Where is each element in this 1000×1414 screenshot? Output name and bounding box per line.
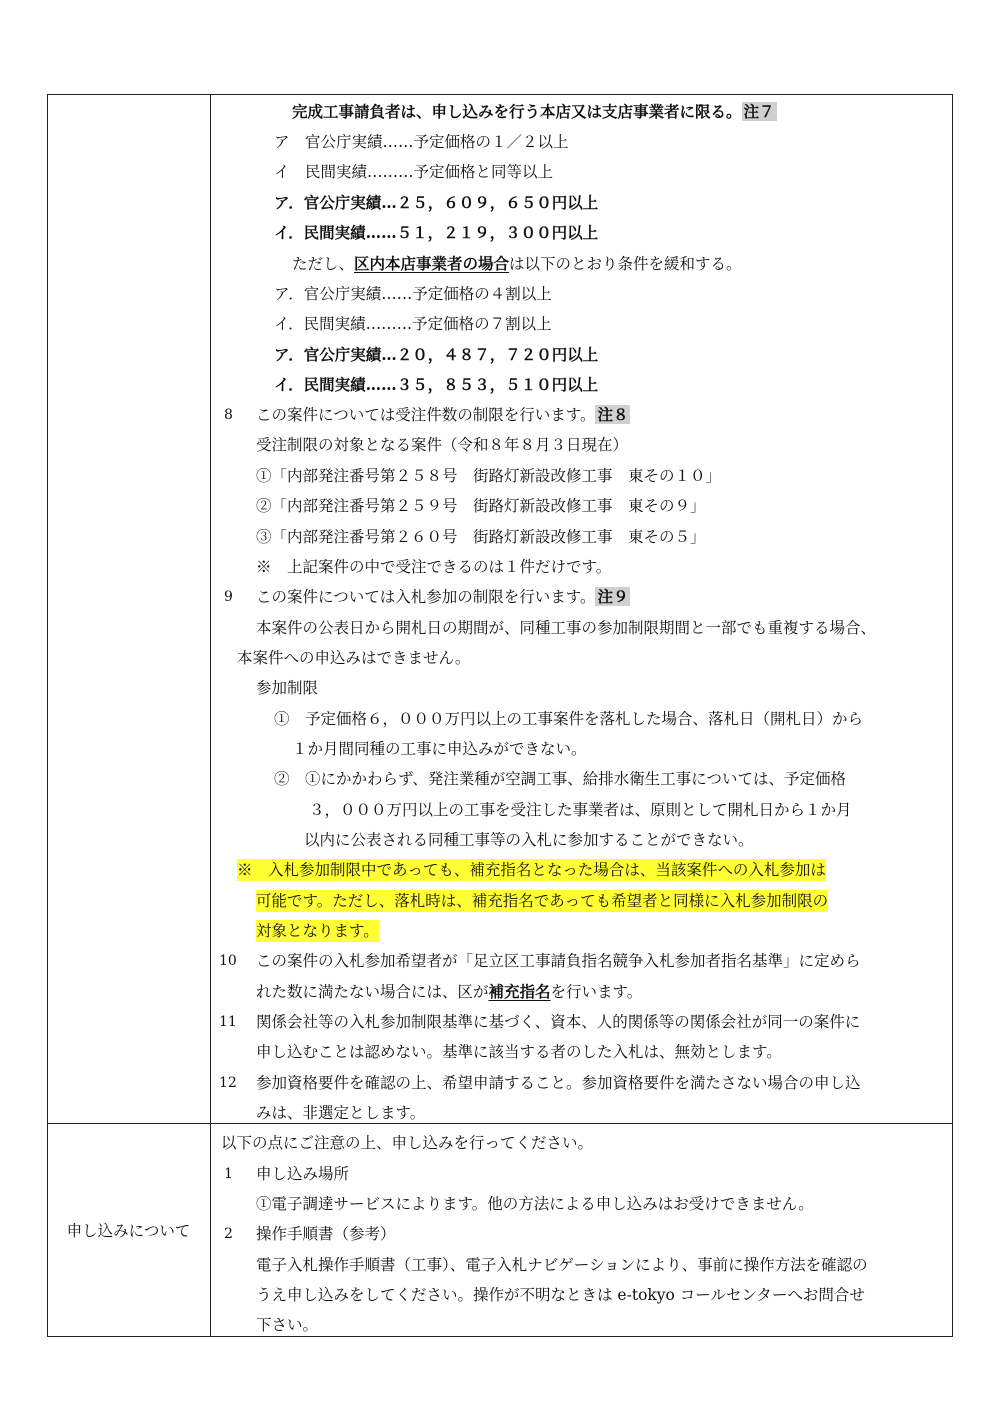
item-12-b: みは、非選定とします。 xyxy=(256,1104,426,1122)
note7-badge: 注７ xyxy=(743,102,775,121)
item-9-para-1: 本案件の公表日から開札日の期間が、同種工事の参加制限期間と一部でも重複する場合、 xyxy=(256,619,877,637)
req-a2-amount: ア．官公庁実績…２０，４８７，７２０円以上 xyxy=(274,345,599,364)
application-intro: 以下の点にご注意の上、申し込みを行ってください。 xyxy=(221,1134,594,1152)
section-2-text-c: 下さい。 xyxy=(256,1316,319,1334)
req-i1-amount: イ．民間実績……５１，２１９，３００円以上 xyxy=(274,223,599,242)
limit-line: 完成工事請負者は、申し込みを行う本店又は支店事業者に限る。 注７ xyxy=(292,102,775,121)
item-8: この案件については受注件数の制限を行います。 注８ xyxy=(256,405,629,424)
column-divider xyxy=(210,94,211,1337)
item-10-number: 10 xyxy=(219,953,237,969)
item-11-number: 11 xyxy=(219,1014,237,1030)
req-i2: イ．民間実績………予定価格の７割以上 xyxy=(274,315,552,333)
item-9-rule-2b: ３，０００万円以上の工事を受注した事業者は、原則として開札日から１か月 xyxy=(309,801,852,819)
item-9-number: 9 xyxy=(224,589,233,605)
item-8-case-1: ①「内部発注番号第２５８号 街路灯新設改修工事 東その１０」 xyxy=(256,467,722,485)
item-9-rule-1a: ① 予定価格６，０００万円以上の工事案件を落札した場合、落札日（開札日）から xyxy=(274,710,864,728)
item-8-case-2: ②「内部発注番号第２５９号 街路灯新設改修工事 東その９」 xyxy=(256,497,706,515)
section-1-number: 1 xyxy=(224,1166,233,1182)
item-9-sub: 参加制限 xyxy=(256,679,319,697)
section-1-text: ①電子調達サービスによります。他の方法による申し込みはお受けできません。 xyxy=(256,1195,814,1213)
item-8-case-3: ③「内部発注番号第２６０号 街路灯新設改修工事 東その５」 xyxy=(256,528,706,546)
item-12-a: 参加資格要件を確認の上、希望申請すること。参加資格要件を満たさない場合の申し込 xyxy=(256,1074,861,1092)
item-11-a: 関係会社等の入札参加制限基準に基づく、資本、人的関係等の関係会社が同一の案件に xyxy=(256,1013,861,1031)
section-2-text-a: 電子入札操作手順書（工事）、電子入札ナビゲーションにより、事前に操作方法を確認の xyxy=(256,1256,868,1274)
req-i2-amount: イ．民間実績……３５，８５３，５１０円以上 xyxy=(274,375,599,394)
section-2-text-b: うえ申し込みをしてください。操作が不明なときは e-tokyo コールセンターへお問合せ xyxy=(256,1286,865,1304)
req-a2: ア．官公庁実績……予定価格の４割以上 xyxy=(274,285,552,303)
section-2-number: 2 xyxy=(224,1226,233,1242)
note9-badge: 注９ xyxy=(597,587,629,606)
tadashi-line: ただし、区内本店事業者の場合は以下のとおり条件を緩和する。 xyxy=(292,254,742,273)
req-i1: イ 民間実績………予定価格と同等以上 xyxy=(274,163,554,181)
item-8-number: 8 xyxy=(224,407,233,423)
item-9-rule-1b: １か月間同種の工事に申込みができない。 xyxy=(292,740,587,758)
item-8-note: ※ 上記案件の中で受注できるのは１件だけです。 xyxy=(256,558,612,576)
section-1-title: 申し込み場所 xyxy=(256,1165,350,1183)
item-10-a: この案件の入札参加希望者が「足立区工事請負指名競争入札参加者指名基準」に定めら xyxy=(256,952,861,970)
local-business-emphasis: 区内本店事業者の場合 xyxy=(354,254,510,273)
item-9-rule-2a: ② ①にかかわらず、発注業種が空調工事、給排水衛生工事については、予定価格 xyxy=(274,770,846,788)
item-11-b: 申し込むことは認めない。基準に該当する者のした入札は、無効とします。 xyxy=(256,1043,782,1061)
req-a1-amount: ア．官公庁実績…２５，６０９，６５０円以上 xyxy=(274,193,599,212)
supplementary-nomination-emphasis: 補充指名 xyxy=(488,982,551,1001)
application-label: 申し込みについて xyxy=(66,1222,191,1240)
note8-badge: 注８ xyxy=(597,405,629,424)
item-9-highlight-3: 対象となります。 xyxy=(256,922,379,940)
item-9-highlight-2: 可能です。ただし、落札時は、補充指名であっても希望者と同様に入札参加制限の xyxy=(256,892,829,910)
item-8-sub: 受注制限の対象となる案件（令和８年８月３日現在） xyxy=(256,436,629,454)
item-9-rule-2c: 以内に公表される同種工事等の入札に参加することができない。 xyxy=(304,831,754,849)
section-2-title: 操作手順書（参考） xyxy=(256,1225,396,1243)
item-9-para-2: 本案件への申込みはできません。 xyxy=(237,649,471,667)
item-9: この案件については入札参加の制限を行います。 注９ xyxy=(256,587,629,606)
req-a1: ア 官公庁実績……予定価格の１／２以上 xyxy=(274,133,569,151)
item-9-highlight-1: ※ 入札参加制限中であっても、補充指名となった場合は、当該案件への入札参加は xyxy=(237,861,826,879)
item-10-b: れた数に満たない場合には、区が補充指名を行います。 xyxy=(256,982,643,1001)
item-12-number: 12 xyxy=(219,1075,237,1091)
row-divider xyxy=(47,1123,953,1124)
